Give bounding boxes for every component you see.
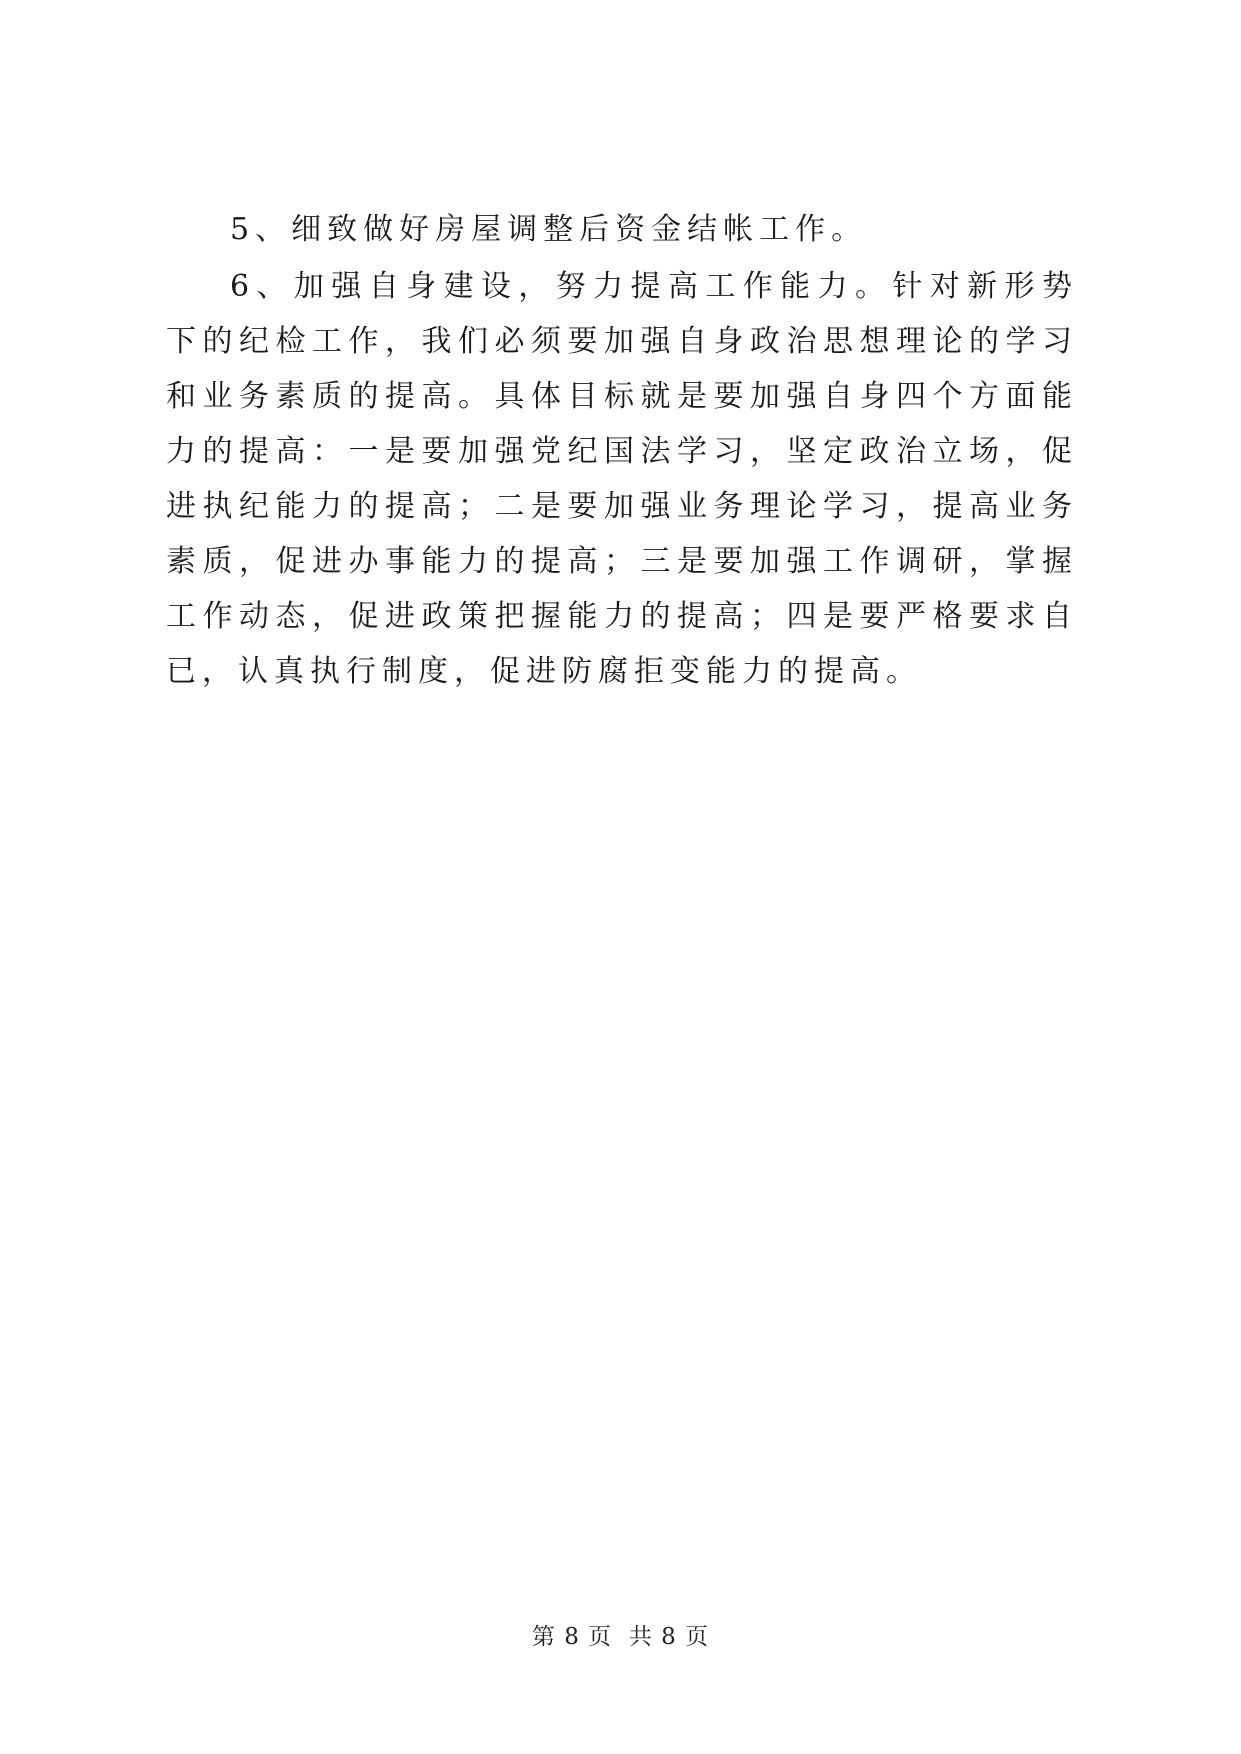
page-total: 共 8 页 [628,1624,710,1650]
page-footer [0,1618,1241,1651]
paragraph-item-5: 5、细致做好房屋调整后资金结帐工作。 [230,212,868,247]
page-number: 第 8 页 [531,1624,613,1650]
document-body [166,202,1078,699]
paragraph-item-6: 6、加强自身建设，努力提高工作能力。针对新形势下的纪检工作，我们必须要加强自身政治思想理论的学习和业务素质的提高。具体目标就是要加强自身四个方面能力的提高：一是要加强党纪国法学习，坚定政治立场，促进执纪能力的提高；二是要加强业务理论学习，提高业务素质，促进办事能力的提高；三是要加强工作调研，掌握工作动态，促进政策把握能力的提高；四是要严格要求自已，认真执行制度，促进防腐拒变能力的提高。 [166,269,1078,689]
